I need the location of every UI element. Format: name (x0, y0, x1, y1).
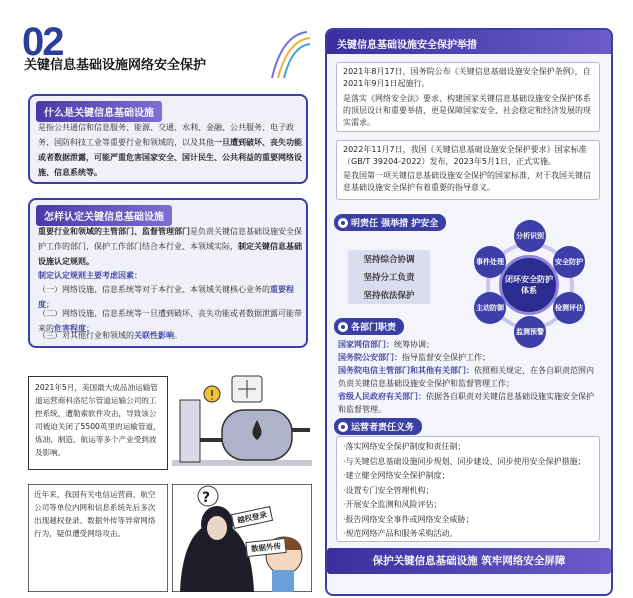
decor-arc-icon (262, 30, 312, 80)
identification-panel (28, 198, 308, 348)
pipeline-tank-icon (172, 370, 312, 480)
regulation-desc-text: 是落实《网络安全法》要求、构建国家关键信息基础设施安全保护体系的顶层设计和重要举措，更是保障国家安全、社会稳定和经济发展的现实需求。 (343, 94, 591, 127)
node-protection: 安全防护 (553, 246, 585, 278)
pill-legal: 坚持依法保护 (348, 286, 430, 304)
departments-tag: 各部门职责 (334, 318, 404, 335)
closed-loop-center: 闭环安全防护体系 (499, 255, 559, 315)
bullet-icon (338, 322, 348, 332)
story-telecom-text: 近年来，我国有关电信运营商、航空公司等单位内网和信息系统先后多次出现越权登录、数据外传等异常网络行为，疑似遭受网络攻击。 (34, 490, 156, 538)
node-evaluation: 检测评估 (553, 292, 585, 324)
slogan-banner: 保护关键信息基础设施 筑牢网络安全屏障 (327, 548, 611, 574)
regulation-box (336, 62, 600, 132)
right-title: 关键信息基础设施安全保护举措 (327, 30, 611, 54)
factors-title: 制定认定规则主要考虑因素： (38, 271, 142, 280)
node-defense: 主动防御 (474, 292, 506, 324)
duty-item: ·报告网络安全事件或网络安全威胁； (343, 514, 474, 524)
duty-item: ·落实网络安全保护制度和责任制； (343, 442, 466, 451)
duty-item: ·建立健全网络安全保护制度； (343, 471, 450, 480)
duty-item: ·开展安全监测和风险评估； (343, 500, 442, 509)
node-incident: 事件处理 (474, 246, 506, 278)
duty-item: ·设置专门安全管理机构； (343, 485, 434, 495)
pill-coordination: 坚持综合协调 (348, 250, 430, 268)
page-title: 关键信息基础设施网络安全保护 (24, 58, 207, 73)
duty-item: ·与关键信息基础设施同步规划、同步建设、同步使用安全保护措施； (343, 456, 586, 466)
factor-3: （三）对其他行业和领域的关联性影响。 (38, 331, 182, 340)
pill-division: 坚持分工负责 (348, 268, 430, 286)
dept-cac: 国家网信部门：统筹协调； (338, 340, 434, 349)
node-warning: 监测预警 (514, 316, 546, 348)
standard-desc-text: 是我国第一项关键信息基础设施安全保护的国家标准，对于我国关键信息基础设施安全保护有着重要的指导意义。 (343, 171, 591, 192)
definition-panel (28, 94, 308, 184)
dept-police: 国务院公安部门：指导监督安全保护工作； (338, 353, 490, 362)
responsibility-tag: 明责任 强举措 护安全 (334, 214, 446, 231)
operators-tag: 运营者责任义务 (334, 418, 422, 435)
story-pipeline-text: 2021年5月，美国最大成品油运输管道运营商科洛尼尔管道运输公司的工控系统，遭勒索软件攻击，导致该公司被迫关闭了5500英里的运输管道，炼油、制造、航运等多个产业受到波及影响。 (35, 383, 161, 457)
regulation-date-text: 2021年8月17日，国务院公布《关键信息基础设施安全保护条例》，自2021年9月1日起施行。 (343, 67, 591, 88)
question-mark-icon: ? (202, 490, 211, 506)
dept-provincial: 省级人民政府有关部门：依据各自职责对关键信息基础设施实施安全保护和监督管理。 (338, 392, 594, 414)
factor-2: （二）网络设施、信息系统等一旦遭到破坏、丧失功能或者数据泄露可能带来的危害程度； (38, 309, 302, 333)
standard-date-text: 2022年11月7日，我国《关键信息基础设施安全保护要求》国家标准（GB/T 39204-2022）发布，2023年5月1日，正式实施。 (343, 145, 587, 166)
sign-unauthorized-login: 越权登录 (231, 506, 273, 529)
identification-title: 怎样认定关键信息基础设施 (36, 205, 172, 226)
hacker-figure-icon (172, 484, 312, 592)
story-pipeline-box (28, 376, 168, 470)
definition-title: 什么是关键信息基础设施 (36, 101, 162, 122)
sign-data-exfiltration: 数据外传 (245, 538, 286, 557)
identification-text: 重要行业和领域的主管部门、监督管理部门是负责关键信息基础设施安全保护工作的部门，保护工作部门结合本行业、本领域实际，制定关键信息基础设施认定规则。 (38, 227, 302, 266)
duty-item: ·规范网络产品和服务采购活动。 (343, 529, 458, 538)
definition-text: 是指公共通信和信息服务、能源、交通、水利、金融、公共服务、电子政务、国防科技工业等重要行业和领域的，以及其他一旦遭到破坏、丧失功能或者数据泄露，可能严重危害国家安全、国计民生、公共利益的重要网络设施、信息系统等。 (38, 123, 302, 177)
factor-1: （一）网络设施、信息系统等对于本行业、本领域关键核心业务的重要程度； (38, 285, 294, 309)
bullet-icon (338, 218, 348, 228)
operator-duties-box (336, 436, 600, 542)
department-list (338, 338, 600, 416)
standard-box (336, 140, 600, 200)
operator-duty-list (343, 440, 597, 542)
section-number: 02 (22, 20, 63, 64)
dept-telecom: 国务院电信主管部门和其他有关部门：依照相关规定，在各自职责范围内负责关键信息基础设施安全保护和监督管理工作； (338, 366, 594, 388)
node-analysis: 分析识别 (514, 220, 546, 252)
bullet-icon (338, 422, 348, 432)
